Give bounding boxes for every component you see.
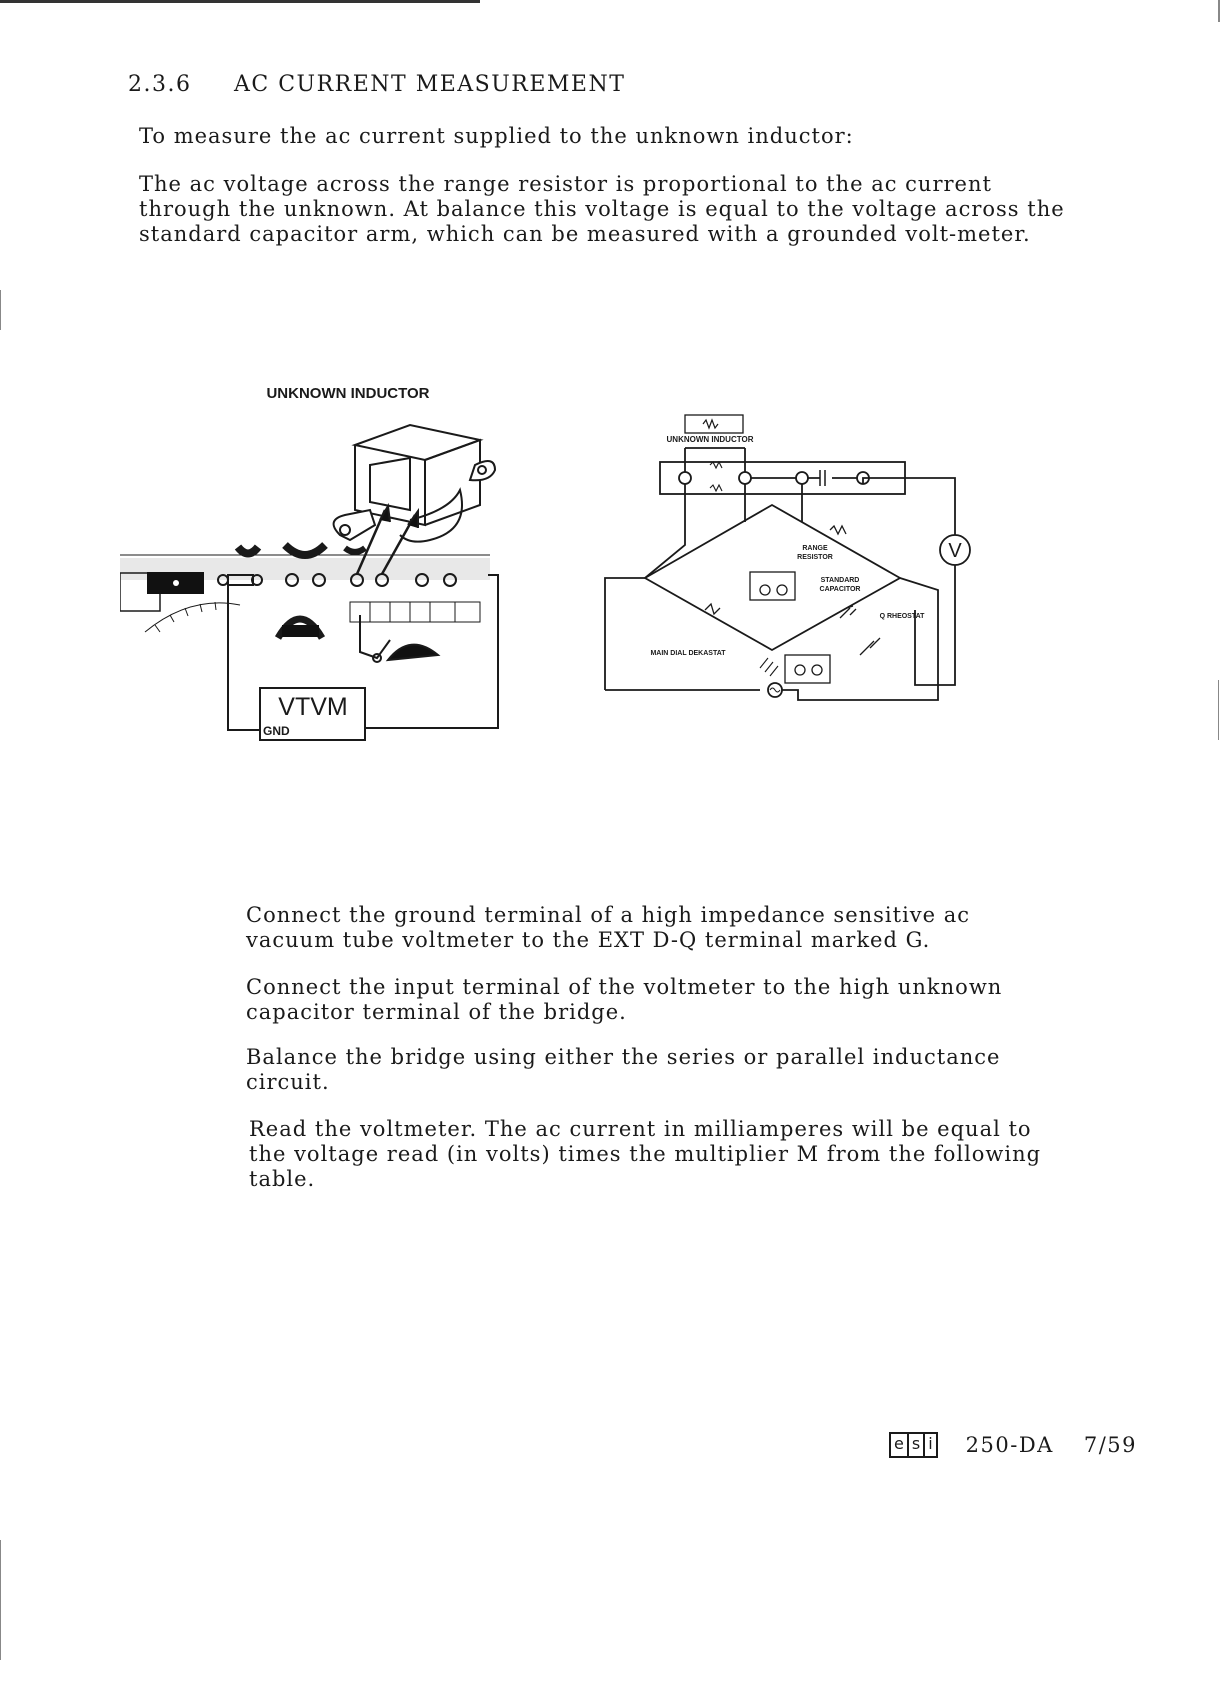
scan-mark <box>0 290 1 330</box>
instrument-panel-drawing <box>120 385 498 740</box>
intro-text: To measure the ac current supplied to the unknown inductor: <box>139 124 854 148</box>
range-resistor-label-2: RESISTOR <box>797 554 833 561</box>
scan-mark <box>1218 680 1219 740</box>
unknown-inductor-title: UNKNOWN INDUCTOR <box>266 385 430 402</box>
document-number: 250-DA <box>965 1433 1054 1457</box>
section-heading <box>128 72 625 97</box>
gnd-label: GND <box>263 724 290 738</box>
vtvm-label: VTVM <box>278 693 348 721</box>
top-rule <box>0 0 480 3</box>
scan-mark <box>0 1540 1 1660</box>
step-read-voltmeter: Read the voltmeter. The ac current in milliamperes will be equal to the voltage read (in volts) times the multiplier M from the following table. <box>249 1117 1042 1191</box>
logo-letter: e <box>891 1434 909 1456</box>
standard-capacitor-label-1: STANDARD <box>820 577 860 584</box>
voltmeter-symbol-label: V <box>948 540 962 562</box>
logo-letter: i <box>928 1434 933 1453</box>
measurement-figure <box>120 370 1040 820</box>
q-rheostat-label: Q RHEOSTAT <box>879 613 925 620</box>
step-balance-bridge: Balance the bridge using either the series or parallel inductance circuit. <box>246 1045 1001 1094</box>
logo-letter: s <box>909 1434 925 1456</box>
main-dial-label: MAIN DIAL DEKASTAT <box>650 650 726 657</box>
range-resistor-label-1: RANGE <box>802 545 828 552</box>
figure-drawing <box>120 370 1040 820</box>
page-number: 7/59 <box>1083 1433 1137 1457</box>
section-number: 2.3.6 <box>128 72 192 97</box>
section-title: AC CURRENT MEASUREMENT <box>234 72 626 97</box>
scan-mark <box>1218 0 1220 22</box>
explanation-paragraph: The ac voltage across the range resistor is proportional to the ac current through the unknown. At balance this voltage is equal to the voltage across the standard capacitor arm, which can be measured with a grounded volt-meter. <box>139 172 1065 246</box>
esi-logo <box>889 1432 938 1458</box>
schematic-unknown-inductor-label: UNKNOWN INDUCTOR <box>666 435 754 444</box>
page-footer <box>889 1432 1137 1458</box>
standard-capacitor-label-2: CAPACITOR <box>819 586 861 593</box>
step-input-terminal: Connect the input terminal of the voltmeter to the high unknown capacitor terminal of the bridge. <box>246 975 1003 1024</box>
bridge-schematic <box>605 415 970 700</box>
step-ground-terminal: Connect the ground terminal of a high impedance sensitive ac vacuum tube voltmeter to the EXT D-Q terminal marked G. <box>246 903 971 952</box>
